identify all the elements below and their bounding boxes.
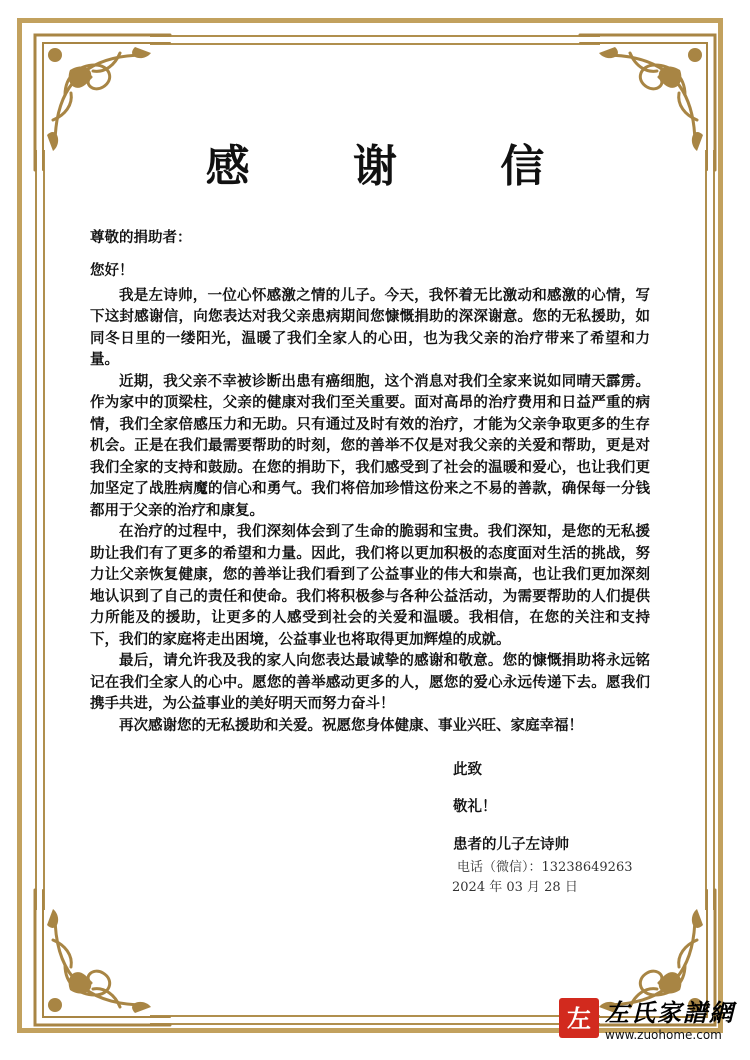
letter-title: 感 谢 信 [205,141,589,192]
salutation: 尊敬的捐助者： [90,229,192,246]
logo-mark-char: 左 [567,1004,591,1033]
frame-line [705,150,707,910]
frame-line [35,150,37,910]
paragraph: 我是左诗帅，一位心怀感激之情的儿子。今天，我怀着无比激动和感激的心情，写下这封感谢信，向您表达对我父亲患病期间您慷慨捐助的深深谢意。您的无私援助，如同冬日里的一缕阳光，温暖了我们全家人的心田，也为我父亲的治疗带来了希望和力量。 [90,286,650,368]
paragraph: 在治疗的过程中，我们深刻体会到了生命的脆弱和宝贵。我们深知，是您的无私援助让我们有了更多的希望和力量。因此，我们将以更加积极的态度面对生活的挑战，努力让父亲恢复健康，您的善举让我们看到了公益事业的伟大和崇高，也让我们更加深刻地认识到了自己的责任和使命。我们将积极参与各种公益活动，为需要帮助的人们提供力所能及的援助，让更多的人感受到社会的关爱和温暖。我相信，在您的关注和支持下，我们的家庭将走出困境，公益事业也将取得更加辉煌的成就。 [90,523,650,648]
phone: 电话（微信）：13238649263 [457,860,633,875]
frame-line [43,150,45,910]
closing-salute: 此致 [453,761,482,778]
letter-body [90,260,650,736]
frame-line [713,150,715,910]
paragraph: 再次感谢您的无私援助和关爱。祝愿您身体健康、事业兴旺、家庭幸福！ [119,716,583,734]
frame-line [150,1023,600,1025]
frame-line [150,43,600,45]
logo-url: www.zuohome.com [605,1028,722,1042]
date: 2024 年 03 月 28 日 [452,880,578,895]
site-logo [559,993,735,1042]
paragraph: 最后，请允许我及我的家人向您表达最诚挚的感谢和敬意。您的慷慨捐助将永远铭记在我们全家人的心中。愿您的善举感动更多的人，愿您的爱心永远传递下去。愿我们携手共进，为公益事业的美好明天而努力奋斗！ [90,652,650,712]
signature: 患者的儿子左诗帅 [453,836,569,853]
frame-line [150,1015,600,1017]
logo-mark-icon [559,998,599,1038]
closing-respect: 敬礼！ [453,798,497,815]
logo-name: 左氏家譜網 [605,998,735,1027]
greeting: 您好！ [90,262,134,279]
corner-ornament-bottom-left [25,885,175,1035]
frame-line [150,35,600,37]
paragraph: 近期，我父亲不幸被诊断出患有癌细胞，这个消息对我们全家来说如同晴天霹雳。作为家中的顶梁柱，父亲的健康对我们至关重要。面对高昂的治疗费用和日益严重的病情，我们全家倍感压力和无助。只有通过及时有效的治疗，才能为父亲争取更多的生存机会。正是在我们最需要帮助的时刻，您的善举不仅是对我父亲的关爱和帮助，更是对我们全家的支持和鼓励。在您的捐助下，我们感受到了社会的温暖和爱心，也让我们更加坚定了战胜病魔的信心和勇气。我们将倍加珍惜这份来之不易的善款，确保每一分钱都用于父亲的治疗和康复。 [90,372,650,519]
